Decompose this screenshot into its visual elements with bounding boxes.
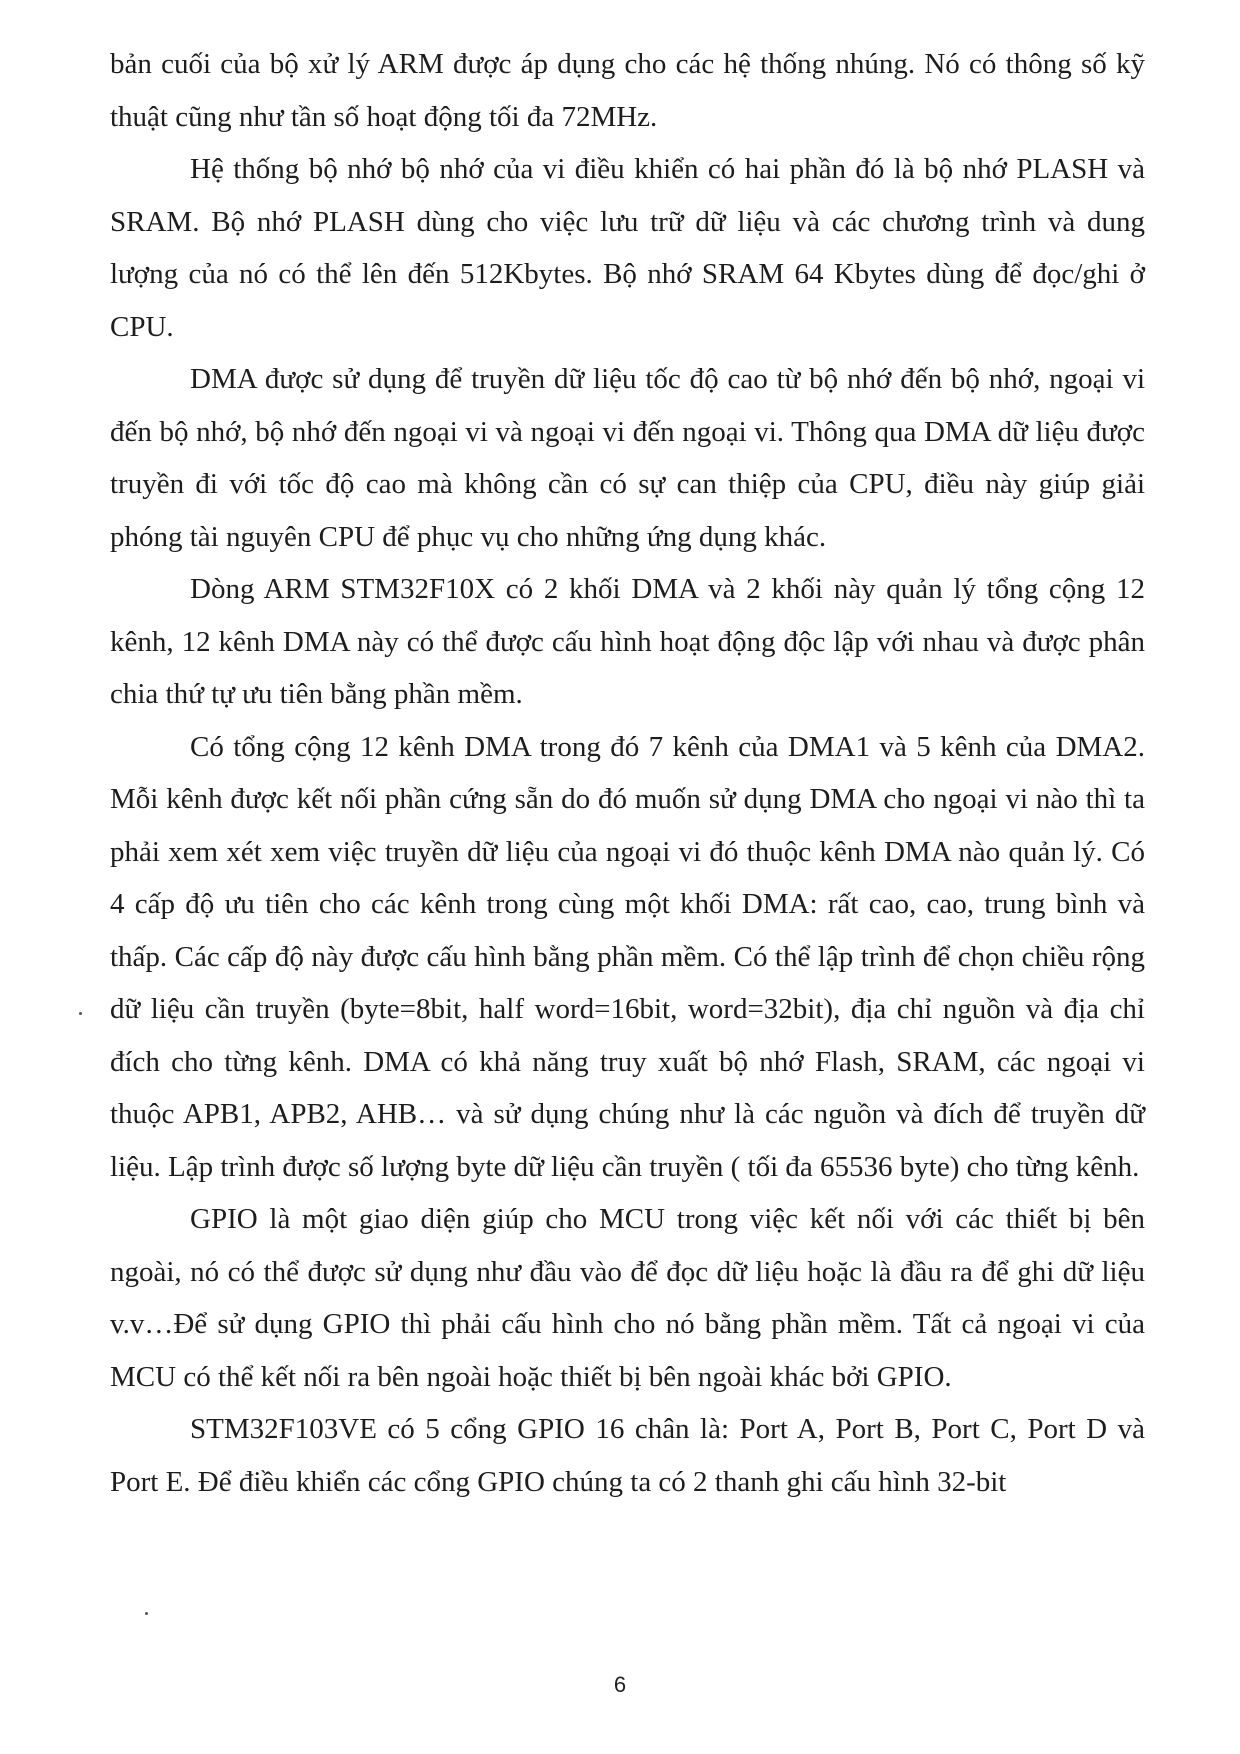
page-number: 6 (613, 1672, 627, 1697)
paragraph-dma-blocks: Dòng ARM STM32F10X có 2 khối DMA và 2 khối này quản lý tổng cộng 12 kênh, 12 kênh DMA này có thể được cấu hình hoạt động độc lập với nhau và được phân chia thứ tự ưu tiên bằng phần mềm. (110, 573, 1145, 710)
scan-speck (145, 1612, 148, 1615)
paragraph-dma-intro: DMA được sử dụng để truyền dữ liệu tốc độ cao từ bộ nhớ đến bộ nhớ, ngoại vi đến bộ nhớ, bộ nhớ đến ngoại vi và ngoại vi đến ngoại vi. Thông qua DMA dữ liệu được truyền đi với tốc độ cao mà không cần có sự can thiệp của CPU, điều này giúp giải phóng tài nguyên CPU để phục vụ cho những ứng dụng khác. (110, 363, 1145, 553)
paragraph-1-continuation: bản cuối của bộ xử lý ARM được áp dụng cho các hệ thống nhúng. Nó có thông số kỹ thuật cũng như tần số hoạt động tối đa 72MHz. (110, 48, 1145, 133)
paragraph-gpio-intro: GPIO là một giao diện giúp cho MCU trong việc kết nối với các thiết bị bên ngoài, nó có thể được sử dụng như đầu vào để đọc dữ liệu hoặc là đầu ra để ghi dữ liệu v.v…Để sử dụng GPIO thì phải cấu hình cho nó bằng phần mềm. Tất cả ngoại vi của MCU có thể kết nối ra bên ngoài hoặc thiết bị bên ngoài khác bởi GPIO. (110, 1203, 1145, 1393)
scan-speck (79, 1012, 82, 1015)
body-text (110, 38, 1145, 1508)
paragraph-gpio-ports: STM32F103VE có 5 cổng GPIO 16 chân là: Port A, Port B, Port C, Port D và Port E. Để điều khiển các cổng GPIO chúng ta có 2 thanh ghi cấu hình 32-bit (110, 1413, 1145, 1498)
paragraph-dma-channels: Có tổng cộng 12 kênh DMA trong đó 7 kênh của DMA1 và 5 kênh của DMA2. Mỗi kênh được kết nối phần cứng sẵn do đó muốn sử dụng DMA cho ngoại vi nào thì ta phải xem xét xem việc truyền dữ liệu của ngoại vi đó thuộc kênh DMA nào quản lý. Có 4 cấp độ ưu tiên cho các kênh trong cùng một khối DMA: rất cao, cao, trung bình và thấp. Các cấp độ này được cấu hình bằng phần mềm. Có thể lập trình để chọn chiều rộng dữ liệu cần truyền (byte=8bit, half word=16bit, word=32bit), địa chỉ nguồn và địa chỉ đích cho từng kênh. DMA có khả năng truy xuất bộ nhớ Flash, SRAM, các ngoại vi thuộc APB1, APB2, AHB… và sử dụng chúng như là các nguồn và đích để truyền dữ liệu. Lập trình được số lượng byte dữ liệu cần truyền ( tối đa 65536 byte) cho từng kênh. (110, 730, 1145, 1183)
paragraph-memory-system: Hệ thống bộ nhớ bộ nhớ của vi điều khiển có hai phần đó là bộ nhớ PLASH và SRAM. Bộ nhớ PLASH dùng cho việc lưu trữ dữ liệu và các chương trình và dung lượng của nó có thể lên đến 512Kbytes. Bộ nhớ SRAM 64 Kbytes dùng để đọc/ghi ở CPU. (110, 153, 1145, 343)
